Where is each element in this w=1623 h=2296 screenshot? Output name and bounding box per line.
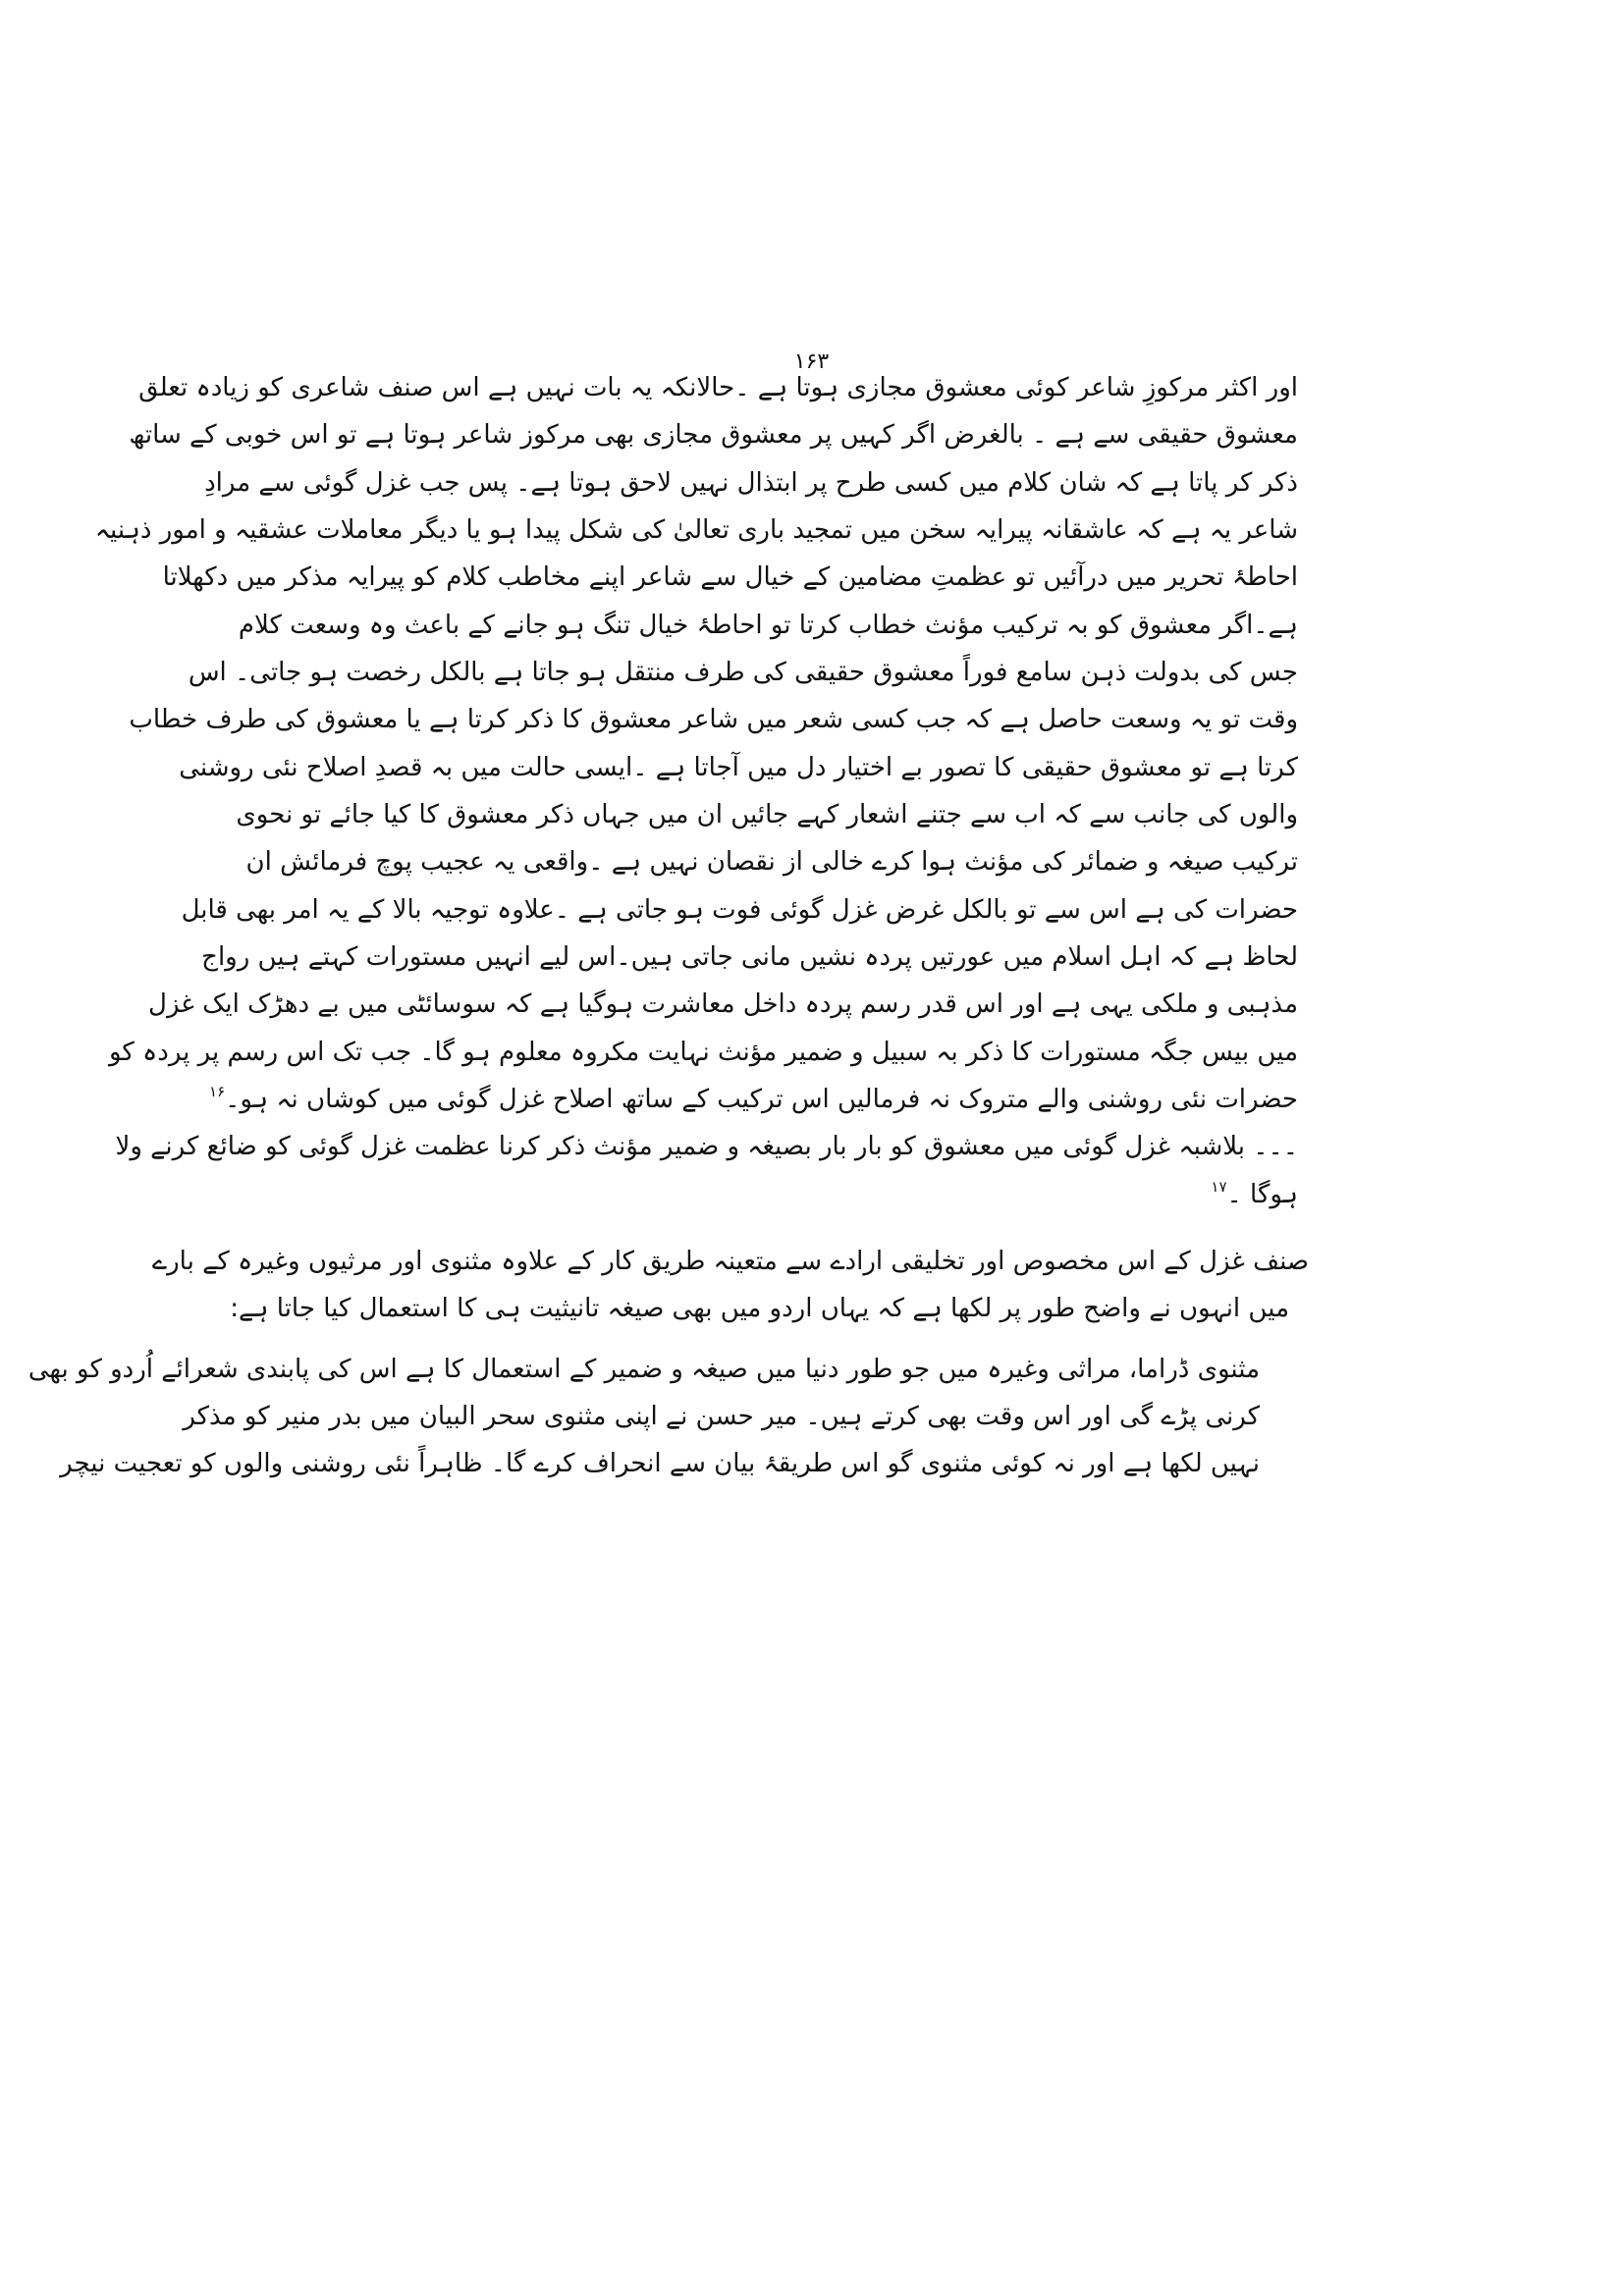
quote-line: ۔۔۔ بلاشبہ غزل گوئی میں معشوق کو بار بار بصیغہ و ضمیر مؤنث ذکر کرنا عظمت غزل گوئی کو ضائع کرنے ولا <box>115 1132 1298 1161</box>
quote-line: میں بیس جگہ مستورات کا ذکر بہ سبیل و ضمیر مؤنث نہایت مکروہ معلوم ہو گا۔ جب تک اس رسم پر پردہ کو <box>108 1038 1298 1067</box>
quote-line: حضرات کی ہے اس سے تو بالکل غرض غزل گوئی فوت ہو جاتی ہے ۔علاوہ توجیہ بالا کے یہ امر بھی قابل <box>181 895 1298 925</box>
quote-line: کرنی پڑے گی اور اس وقت بھی کرتے ہیں۔ میر حسن نے اپنی مثنوی سحر البیان میں بدر منیر کو مذکر <box>183 1402 1260 1431</box>
quote-line-with-footnote <box>365 1175 1298 1214</box>
footnote-marker-16: ۱۶ <box>209 1083 226 1100</box>
quote-line: کرتا ہے تو معشوق حقیقی کا تصور بے اختیار دل میں آجاتا ہے ۔ایسی حالت میں بہ قصدِ اصلاح نئی روشنی <box>179 753 1298 782</box>
paragraph-line: صنف غزل کے اس مخصوص اور تخلیقی ارادے سے متعینہ طریق کار کے علاوہ مثنوی اور مرثیوں وغیرہ کے بارے <box>151 1247 1309 1276</box>
quote-line-text: حضرات نئی روشنی والے متروک نہ فرمالیں اس ترکیب کے ساتھ اصلاح غزل گوئی میں کوشاں نہ ہو۔ <box>225 1085 1298 1114</box>
quote-line: والوں کی جانب سے کہ اب سے جتنے اشعار کہے جائیں ان میں جہاں ذکر معشوق کا کیا جائے تو نحوی <box>236 800 1298 829</box>
quote-line: جس کی بدولت ذہن سامع فوراً معشوق حقیقی کی طرف منتقل ہو جاتا ہے بالکل رخصت ہو جاتی۔ اس <box>188 658 1298 687</box>
quote-line: اور اکثر مرکوزِ شاعر کوئی معشوق مجازی ہوتا ہے ۔حالانکہ یہ بات نہیں ہے اس صنف شاعری کو زیادہ تعلق <box>138 373 1298 402</box>
quote-line: ہے۔اگر معشوق کو بہ ترکیب مؤنث خطاب کرتا تو احاطۂ خیال تنگ ہو جانے کے باعث وہ وسعت کلام <box>238 611 1298 640</box>
quote-line-text: ہوگا ۔ <box>1226 1180 1298 1209</box>
paragraph-line: میں انہوں نے واضح طور پر لکھا ہے کہ یہاں اردو میں بھی صیغہ تانیثیت ہی کا استعمال کیا جاتا ہے: <box>230 1294 1289 1323</box>
quote-line: مذہبی و ملکی یہی ہے اور اس قدر رسم پردہ داخل معاشرت ہوگیا ہے کہ سوسائٹی میں بے دھڑک ایک غزل <box>148 989 1298 1019</box>
quote-line: وقت تو یہ وسعت حاصل ہے کہ جب کسی شعر میں شاعر معشوق کا ذکر کرتا ہے یا معشوق کی طرف خطاب <box>129 705 1298 734</box>
quote-line: مثنوی ڈراما، مراثی وغیرہ میں جو طور دنیا میں صیغہ و ضمیر کے استعمال کا ہے اس کی پابندی شعرائے اُردو کو بھی <box>27 1355 1260 1384</box>
footnote-marker-17: ۱۷ <box>1211 1178 1227 1196</box>
quote-line: احاطۂ تحریر میں درآئیں تو عظمتِ مضامین کے خیال سے شاعر اپنے مخاطب کلام کو پیرایہ مذکر میں دکھلاتا <box>162 562 1298 592</box>
quote-line: نہیں لکھا ہے اور نہ کوئی مثنوی گو اس طریقۂ بیان سے انحراف کرے گا۔ ظاہراً نئی روشنی والوں کو تعجیت نیچر <box>60 1449 1260 1478</box>
page-number: ۱۶۳ <box>793 349 830 374</box>
quote-line: معشوق حقیقی سے ہے ۔ بالغرض اگر کہیں پر معشوق مجازی بھی مرکوز شاعر ہوتا ہے تو اس خوبی کے ساتھ <box>129 420 1298 450</box>
quote-line: ذکر کر پاتا ہے کہ شان کلام میں کسی طرح پر ابتذال نہیں لاحق ہوتا ہے۔ پس جب غزل گوئی سے مرادِ <box>204 468 1298 498</box>
quote-line-with-footnote <box>209 1080 1298 1119</box>
quote-line: لحاظ ہے کہ اہل اسلام میں عورتیں پردہ نشیں مانی جاتی ہیں۔اس لیے انہیں مستورات کہتے ہیں رواج <box>201 942 1298 972</box>
quote-line: ترکیب صیغہ و ضمائر کی مؤنث ہوا کرے خالی از نقصان نہیں ہے ۔واقعی یہ عجیب پوچ فرمائش ان <box>245 847 1298 877</box>
quote-line: شاعر یہ ہے کہ عاشقانہ پیرایہ سخن میں تمجید باری تعالیٰ کی شکل پیدا ہو یا دیگر معاملات عشقیہ و امور ذہنیہ <box>94 515 1298 545</box>
